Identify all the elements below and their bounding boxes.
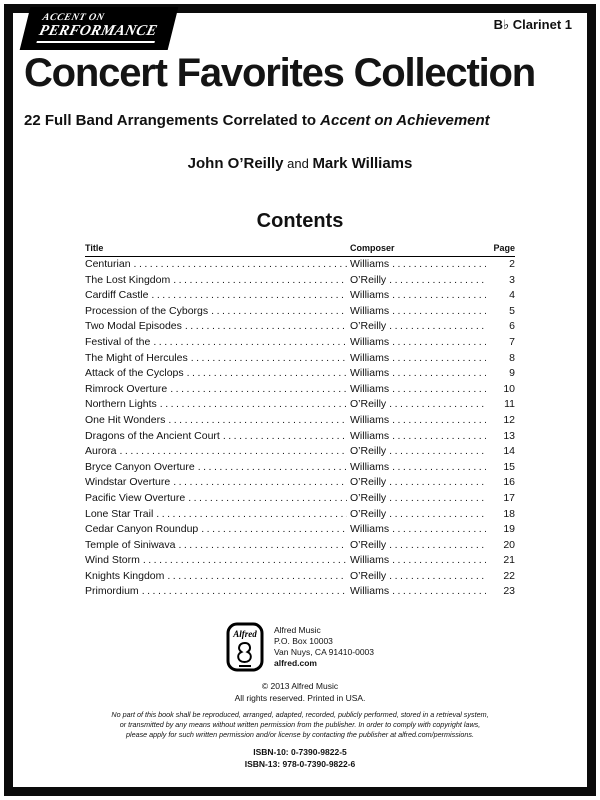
dot-leader [392, 553, 486, 569]
publisher-address-line2: Van Nuys, CA 91410-0003 [273, 647, 375, 658]
table-row [85, 553, 515, 569]
dot-leader [392, 460, 486, 476]
piece-page: 20 [503, 538, 515, 551]
legal-notice [0, 710, 600, 740]
piece-page: 12 [503, 413, 515, 426]
piece-page: 7 [509, 335, 515, 348]
piece-page: 2 [509, 258, 515, 270]
piece-composer: O’Reilly [350, 569, 387, 582]
piece-title: Lone Star Trail [85, 507, 154, 520]
dot-leader [156, 507, 347, 523]
table-row [85, 304, 515, 320]
dot-leader [392, 584, 486, 600]
authors-line [0, 155, 600, 172]
dot-leader [198, 460, 347, 476]
accent-on-performance-logo [21, 8, 177, 49]
piece-page: 14 [503, 445, 515, 458]
publisher-name: Alfred Music [273, 624, 321, 635]
publisher-address [274, 625, 374, 669]
piece-page: 15 [503, 460, 515, 473]
instrument-label: B♭ Clarinet 1 [493, 17, 572, 32]
dot-leader [185, 319, 347, 335]
dot-leader [392, 351, 486, 367]
dot-leader [191, 351, 347, 367]
dot-leader [392, 522, 486, 538]
alfred-logo-icon [226, 622, 264, 672]
piece-title: Cardiff Castle [85, 289, 149, 302]
piece-page: 23 [503, 585, 515, 598]
contents-rows [85, 257, 515, 600]
piece-composer: Williams [350, 351, 390, 364]
dot-leader [389, 319, 486, 335]
table-row [85, 491, 515, 507]
table-row [85, 366, 515, 382]
piece-title: Windstar Overture [85, 476, 171, 489]
piece-page: 9 [509, 367, 515, 380]
dot-leader [173, 273, 347, 289]
table-row [85, 507, 515, 523]
piece-composer: Williams [350, 554, 390, 567]
piece-composer: Williams [350, 585, 390, 598]
piece-composer: Williams [350, 429, 390, 442]
table-row [85, 569, 515, 585]
piece-composer: Williams [350, 460, 390, 473]
dot-leader [168, 413, 347, 429]
piece-title: Knights Kingdom [85, 569, 165, 582]
piece-title: Primordium [85, 585, 139, 598]
piece-page: 18 [503, 507, 515, 520]
subtitle-lead: 22 Full Band Arrangements Correlated to [24, 112, 321, 129]
piece-title: Cedar Canyon Roundup [85, 523, 199, 536]
piece-composer: Williams [350, 289, 390, 302]
column-header-title: Title [85, 243, 104, 253]
piece-page: 11 [504, 398, 515, 411]
piece-title: Centurian [85, 258, 131, 270]
dot-leader [389, 507, 486, 523]
dot-leader [120, 444, 347, 460]
piece-page: 21 [503, 554, 515, 567]
dot-leader [151, 288, 347, 304]
table-row [85, 257, 515, 273]
subtitle-series-name: Accent on Achievement [320, 112, 490, 129]
dot-leader [389, 491, 486, 507]
authors-conjunction: and [283, 156, 313, 171]
contents-table [85, 243, 515, 600]
piece-page: 22 [503, 569, 515, 582]
dot-leader [389, 397, 486, 413]
piece-composer: Williams [350, 258, 390, 270]
copyright-line1: © 2013 Alfred Music [261, 681, 339, 692]
piece-page: 16 [503, 476, 515, 489]
dot-leader [389, 538, 486, 554]
contents-heading: Contents [256, 210, 344, 232]
dot-leader [389, 475, 486, 491]
table-row [85, 444, 515, 460]
table-row [85, 584, 515, 600]
dot-leader [389, 444, 486, 460]
dot-leader [167, 569, 347, 585]
dot-leader [392, 288, 486, 304]
dot-leader [223, 429, 347, 445]
piece-title: Two Modal Episodes [85, 320, 182, 333]
legal-line1: No part of this book shall be reproduced, arranged, adapted, recorded, publicly performed, stored in a retrieval system, [111, 710, 489, 719]
piece-composer: Williams [350, 335, 390, 348]
svg-text:Alfred: Alfred [233, 629, 257, 640]
table-row [85, 397, 515, 413]
piece-composer: O’Reilly [350, 445, 387, 458]
subtitle [24, 112, 576, 129]
dot-leader [160, 397, 347, 413]
piece-composer: Williams [350, 413, 390, 426]
table-row [85, 288, 515, 304]
dot-leader [188, 491, 347, 507]
table-row [85, 382, 515, 398]
piece-title: Dragons of the Ancient Court [85, 429, 220, 442]
column-header-page: Page [493, 243, 515, 253]
piece-composer: O’Reilly [350, 273, 387, 286]
dot-leader [392, 335, 486, 351]
table-row [85, 522, 515, 538]
piece-composer: Williams [350, 382, 390, 395]
dot-leader [143, 553, 347, 569]
publisher-address-line1: P.O. Box 10003 [273, 636, 333, 647]
dot-leader [389, 569, 486, 585]
publisher-block [0, 622, 600, 672]
author-2: Mark Williams [312, 155, 413, 172]
table-row [85, 335, 515, 351]
piece-page: 4 [509, 289, 515, 302]
piece-title: Bryce Canyon Overture [85, 460, 195, 473]
contents-table-header [85, 243, 515, 257]
piece-title: Pacific View Overture [85, 491, 186, 504]
dot-leader [389, 273, 486, 289]
piece-page: 6 [509, 320, 515, 333]
piece-composer: O’Reilly [350, 507, 387, 520]
piece-title: Northern Lights [85, 398, 157, 411]
piece-title: Rimrock Overture [85, 382, 168, 395]
table-row [85, 475, 515, 491]
piece-composer: O’Reilly [350, 538, 387, 551]
dot-leader [392, 257, 486, 273]
author-1: John O’Reilly [187, 155, 284, 172]
piece-page: 13 [503, 429, 515, 442]
piece-composer: Williams [350, 523, 390, 536]
piece-title: The Might of Hercules [85, 351, 188, 364]
piece-page: 8 [509, 351, 515, 364]
piece-composer: Williams [350, 367, 390, 380]
copyright-block [0, 681, 600, 704]
piece-title: Wind Storm [85, 554, 140, 567]
column-header-composer: Composer [350, 243, 395, 253]
dot-leader [201, 522, 347, 538]
dot-leader [142, 584, 347, 600]
piece-page: 17 [503, 491, 515, 504]
piece-composer: Williams [350, 304, 390, 317]
legal-line3: please apply for such written permission and/or license by contacting the publisher at alfred.com/permissions. [126, 730, 474, 740]
dot-leader [153, 335, 347, 351]
piece-title: Attack of the Cyclops [85, 367, 184, 380]
piece-page: 5 [509, 304, 515, 317]
table-row [85, 429, 515, 445]
dot-leader [392, 382, 486, 398]
dot-leader [170, 382, 347, 398]
dot-leader [392, 304, 486, 320]
table-row [85, 273, 515, 289]
isbn-block [0, 747, 600, 770]
isbn-10: ISBN-10: 0-7390-9822-5 [253, 747, 347, 758]
piece-title: Temple of Siniwava [85, 538, 176, 551]
publisher-website: alfred.com [273, 658, 317, 669]
logo-line2: PERFORMANCE [36, 24, 158, 44]
copyright-line2: All rights reserved. Printed in USA. [234, 692, 366, 703]
table-row [85, 413, 515, 429]
dot-leader [173, 475, 347, 491]
dot-leader [392, 429, 486, 445]
dot-leader [392, 413, 486, 429]
piece-composer: O’Reilly [350, 476, 387, 489]
table-row [85, 538, 515, 554]
piece-composer: O’Reilly [350, 398, 387, 411]
isbn-13: ISBN-13: 978-0-7390-9822-6 [244, 758, 356, 769]
piece-page: 19 [503, 523, 515, 536]
logo-line1: ACCENT ON [41, 12, 106, 23]
piece-page: 3 [509, 273, 515, 286]
table-row [85, 319, 515, 335]
piece-composer: O’Reilly [350, 491, 387, 504]
legal-line2: or transmitted by any means without written permission from the publisher. In order to comply with copyright laws, [119, 720, 481, 730]
table-row [85, 460, 515, 476]
dot-leader [178, 538, 347, 554]
piece-title: One Hit Wonders [85, 413, 166, 426]
piece-title: Procession of the Cyborgs [85, 304, 209, 317]
dot-leader [134, 257, 347, 273]
dot-leader [392, 366, 486, 382]
table-row [85, 351, 515, 367]
dot-leader [211, 304, 347, 320]
piece-title: Festival of the [85, 335, 151, 348]
dot-leader [187, 366, 347, 382]
piece-composer: O’Reilly [350, 320, 387, 333]
piece-title: Aurora [85, 445, 117, 458]
page-title: Concert Favorites Collection [24, 51, 535, 95]
piece-title: The Lost Kingdom [85, 273, 171, 286]
piece-page: 10 [503, 382, 515, 395]
